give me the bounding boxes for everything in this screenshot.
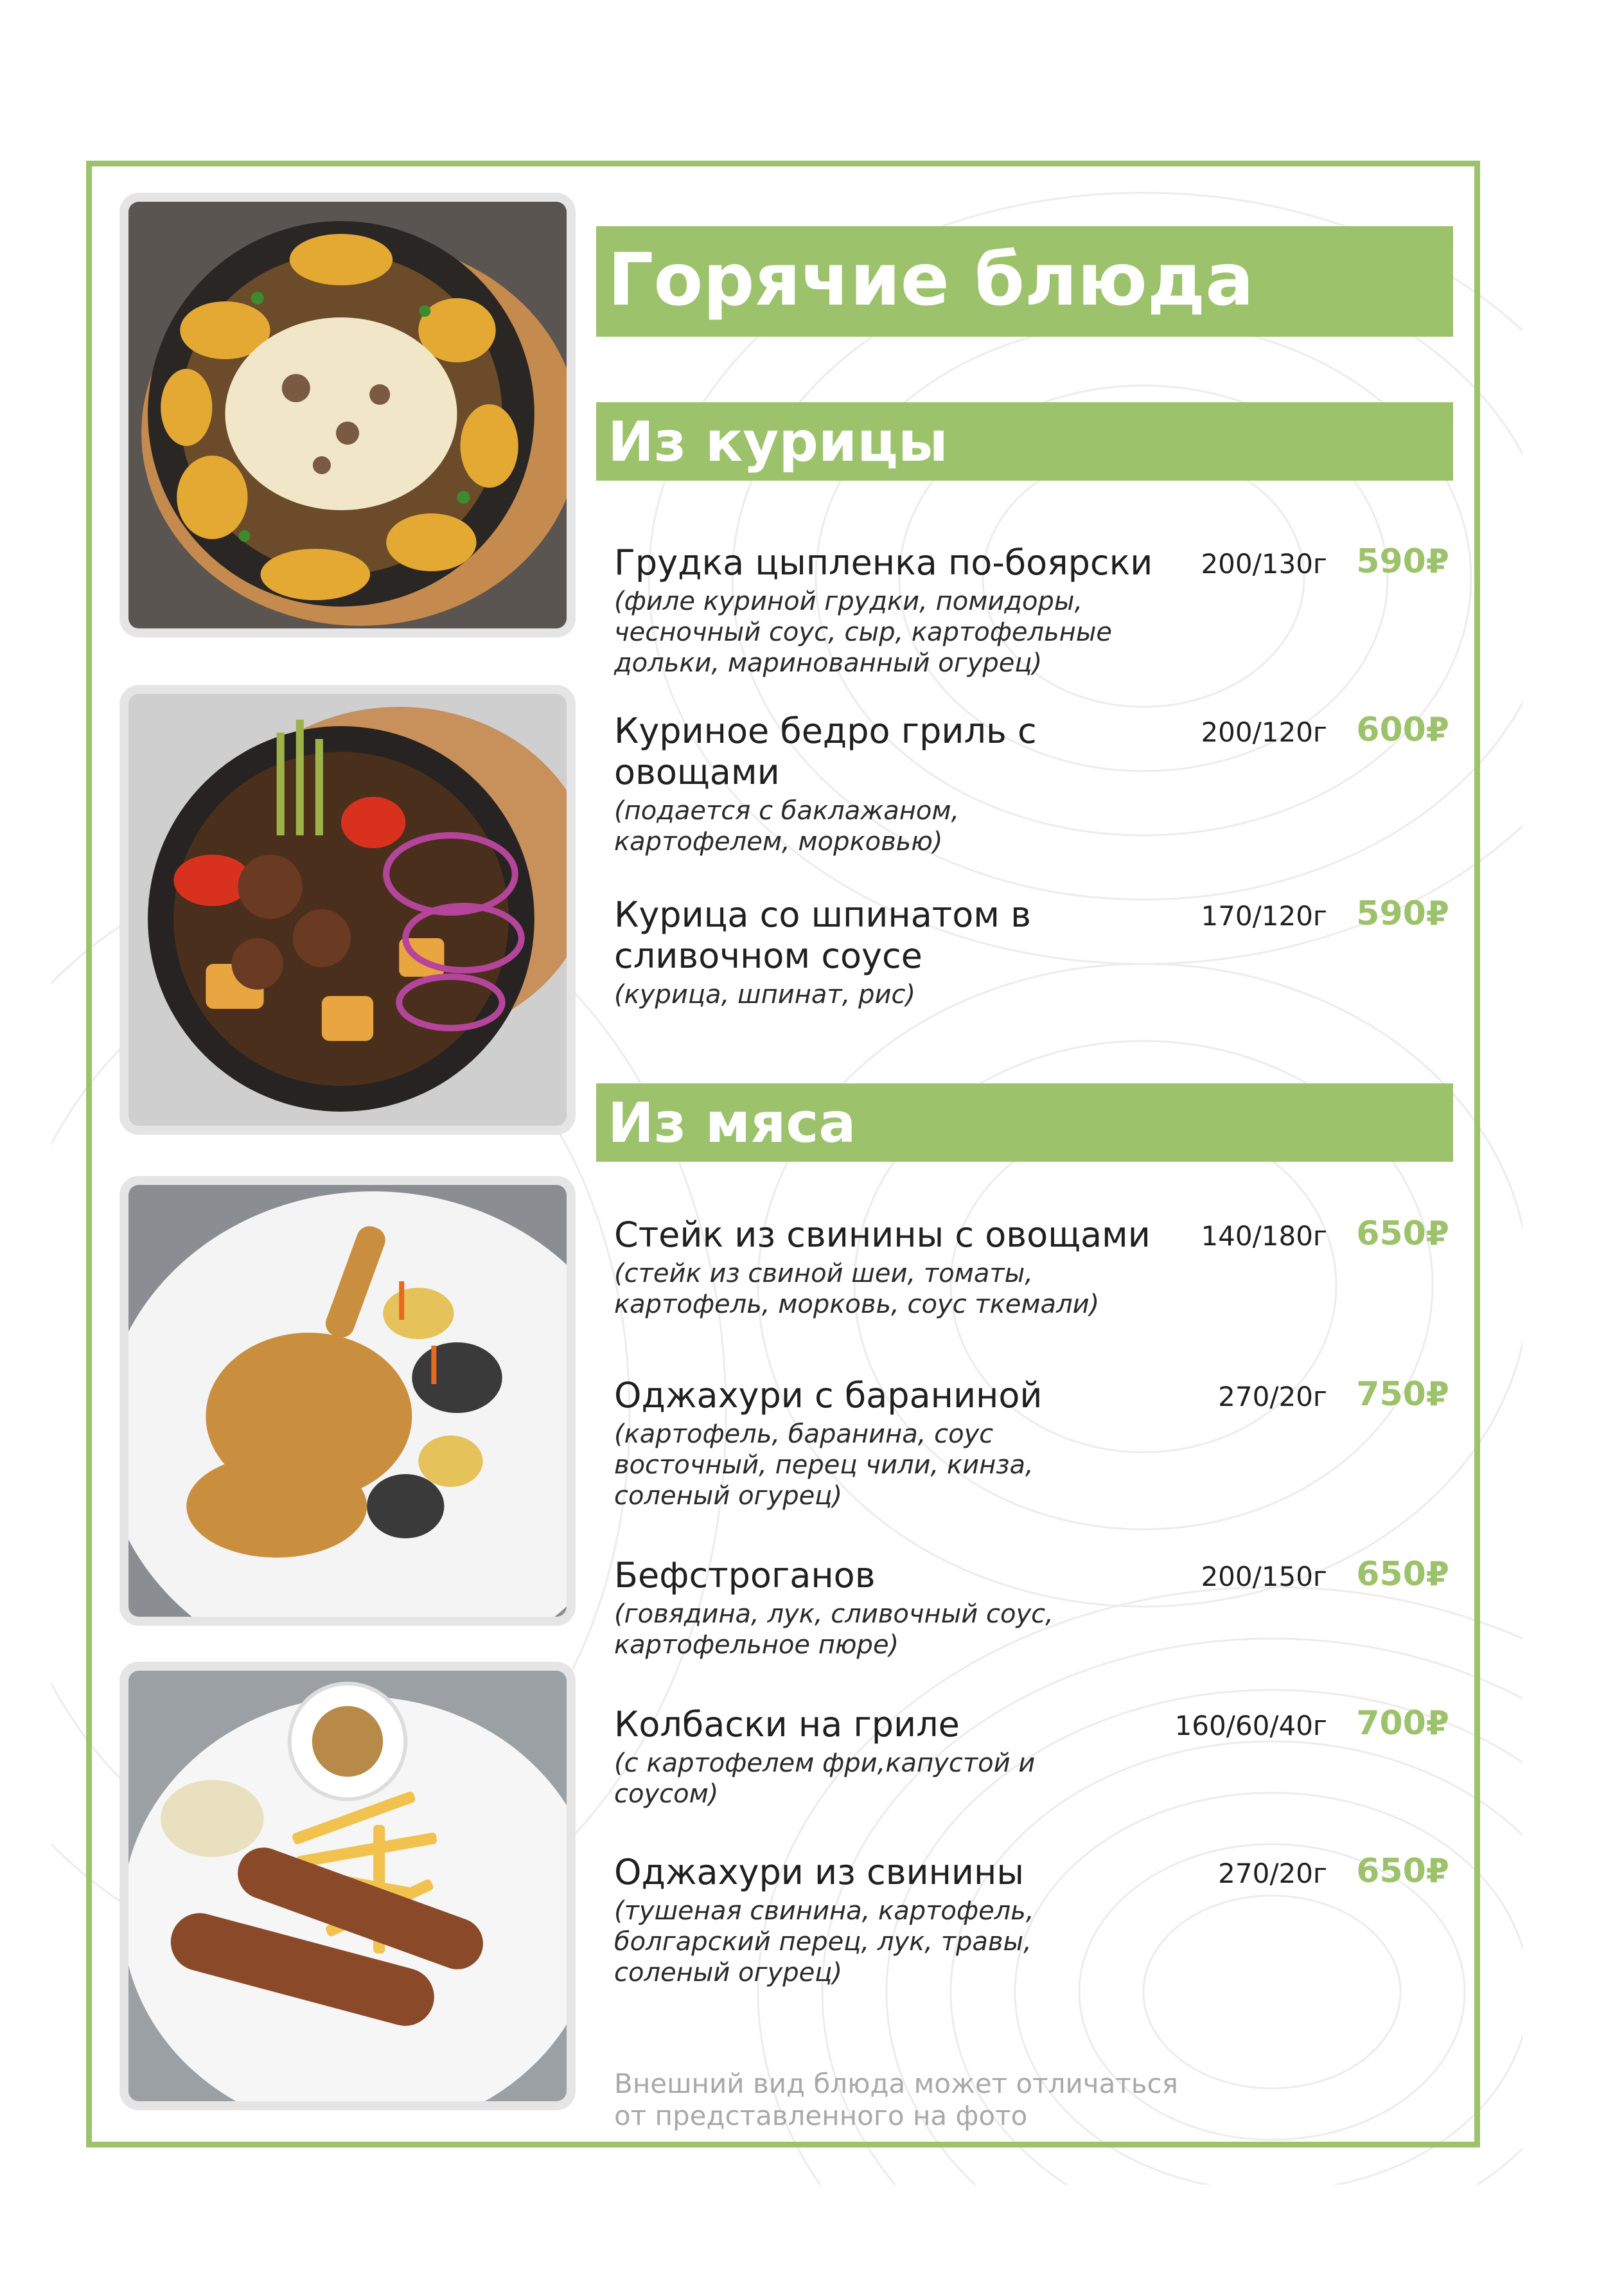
item-name: Оджахури с бараниной	[614, 1375, 1043, 1416]
item-name: Оджахури из свинины	[614, 1852, 1024, 1892]
menu-item	[614, 542, 1456, 679]
item-description: (говядина, лук, сливочный соус, картофельное пюре)	[614, 1599, 1054, 1660]
item-name: Стейк из свинины с овощами	[614, 1214, 1151, 1255]
photo-chicken-thigh-grill	[119, 685, 576, 1135]
item-name: Грудка цыпленка по-боярски	[614, 542, 1153, 583]
item-weight: 200/130г	[1201, 548, 1327, 580]
item-weight: 200/150г	[1201, 1561, 1327, 1592]
item-price: 600₽	[1356, 711, 1449, 749]
page-title-bar	[596, 226, 1453, 337]
item-description: (стейк из свиной шеи, томаты, картофель, морковь, соус ткемали)	[614, 1259, 1100, 1319]
item-weight: 140/180г	[1201, 1220, 1327, 1252]
section-title: Из курицы	[608, 410, 948, 474]
item-price: 700₽	[1356, 1704, 1449, 1743]
item-price: 650₽	[1356, 1852, 1449, 1890]
item-description: (картофель, баранина, соус восточный, перец чили, кинза, соленый огурец)	[614, 1419, 1034, 1511]
menu-item	[614, 1214, 1456, 1320]
item-price: 590₽	[1356, 542, 1449, 581]
menu-item	[614, 1704, 1456, 1809]
item-description: (филе куриной грудки, помидоры, чесночный соус, сыр, картофельные дольки, маринованный огурец)	[614, 587, 1113, 678]
photo-chicken-boyarsky	[119, 193, 576, 637]
photo-pork-steak	[119, 1176, 576, 1626]
item-name: Курица со шпинатом в сливочном соусе	[614, 894, 1032, 976]
menu-item	[614, 1555, 1456, 1660]
photo-grilled-sausages	[119, 1662, 576, 2110]
item-description: (подается с баклажаном, картофелем, морковью)	[614, 796, 960, 857]
section-title: Из мяса	[608, 1091, 856, 1155]
menu-item	[614, 1852, 1456, 1988]
menu-item	[614, 894, 1456, 1010]
photo-disclaimer: Внешний вид блюда может отличаться от представленного на фото	[614, 2068, 1178, 2131]
item-name: Бефстроганов	[614, 1555, 876, 1596]
item-price: 750₽	[1356, 1375, 1449, 1414]
item-name: Куриное бедро гриль с овощами	[614, 711, 1037, 792]
item-price: 650₽	[1356, 1214, 1449, 1253]
item-weight: 200/120г	[1201, 716, 1327, 748]
page-title: Горячие блюда	[608, 238, 1254, 322]
item-weight: 170/120г	[1201, 900, 1327, 932]
item-weight: 160/60/40г	[1174, 1710, 1327, 1741]
item-weight: 270/20г	[1218, 1381, 1327, 1412]
item-price: 590₽	[1356, 894, 1449, 933]
item-weight: 270/20г	[1218, 1858, 1327, 1889]
item-name: Колбаски на гриле	[614, 1704, 960, 1745]
item-description: (курица, шпинат, рис)	[614, 980, 916, 1009]
section-bar-meat	[596, 1083, 1453, 1162]
menu-item	[614, 1375, 1456, 1511]
menu-item	[614, 711, 1456, 857]
section-bar-chicken	[596, 402, 1453, 481]
item-description: (тушеная свинина, картофель, болгарский перец, лук, травы, соленый огурец)	[614, 1896, 1034, 1987]
item-price: 650₽	[1356, 1555, 1449, 1594]
item-description: (с картофелем фри,капустой и соусом)	[614, 1748, 1036, 1809]
